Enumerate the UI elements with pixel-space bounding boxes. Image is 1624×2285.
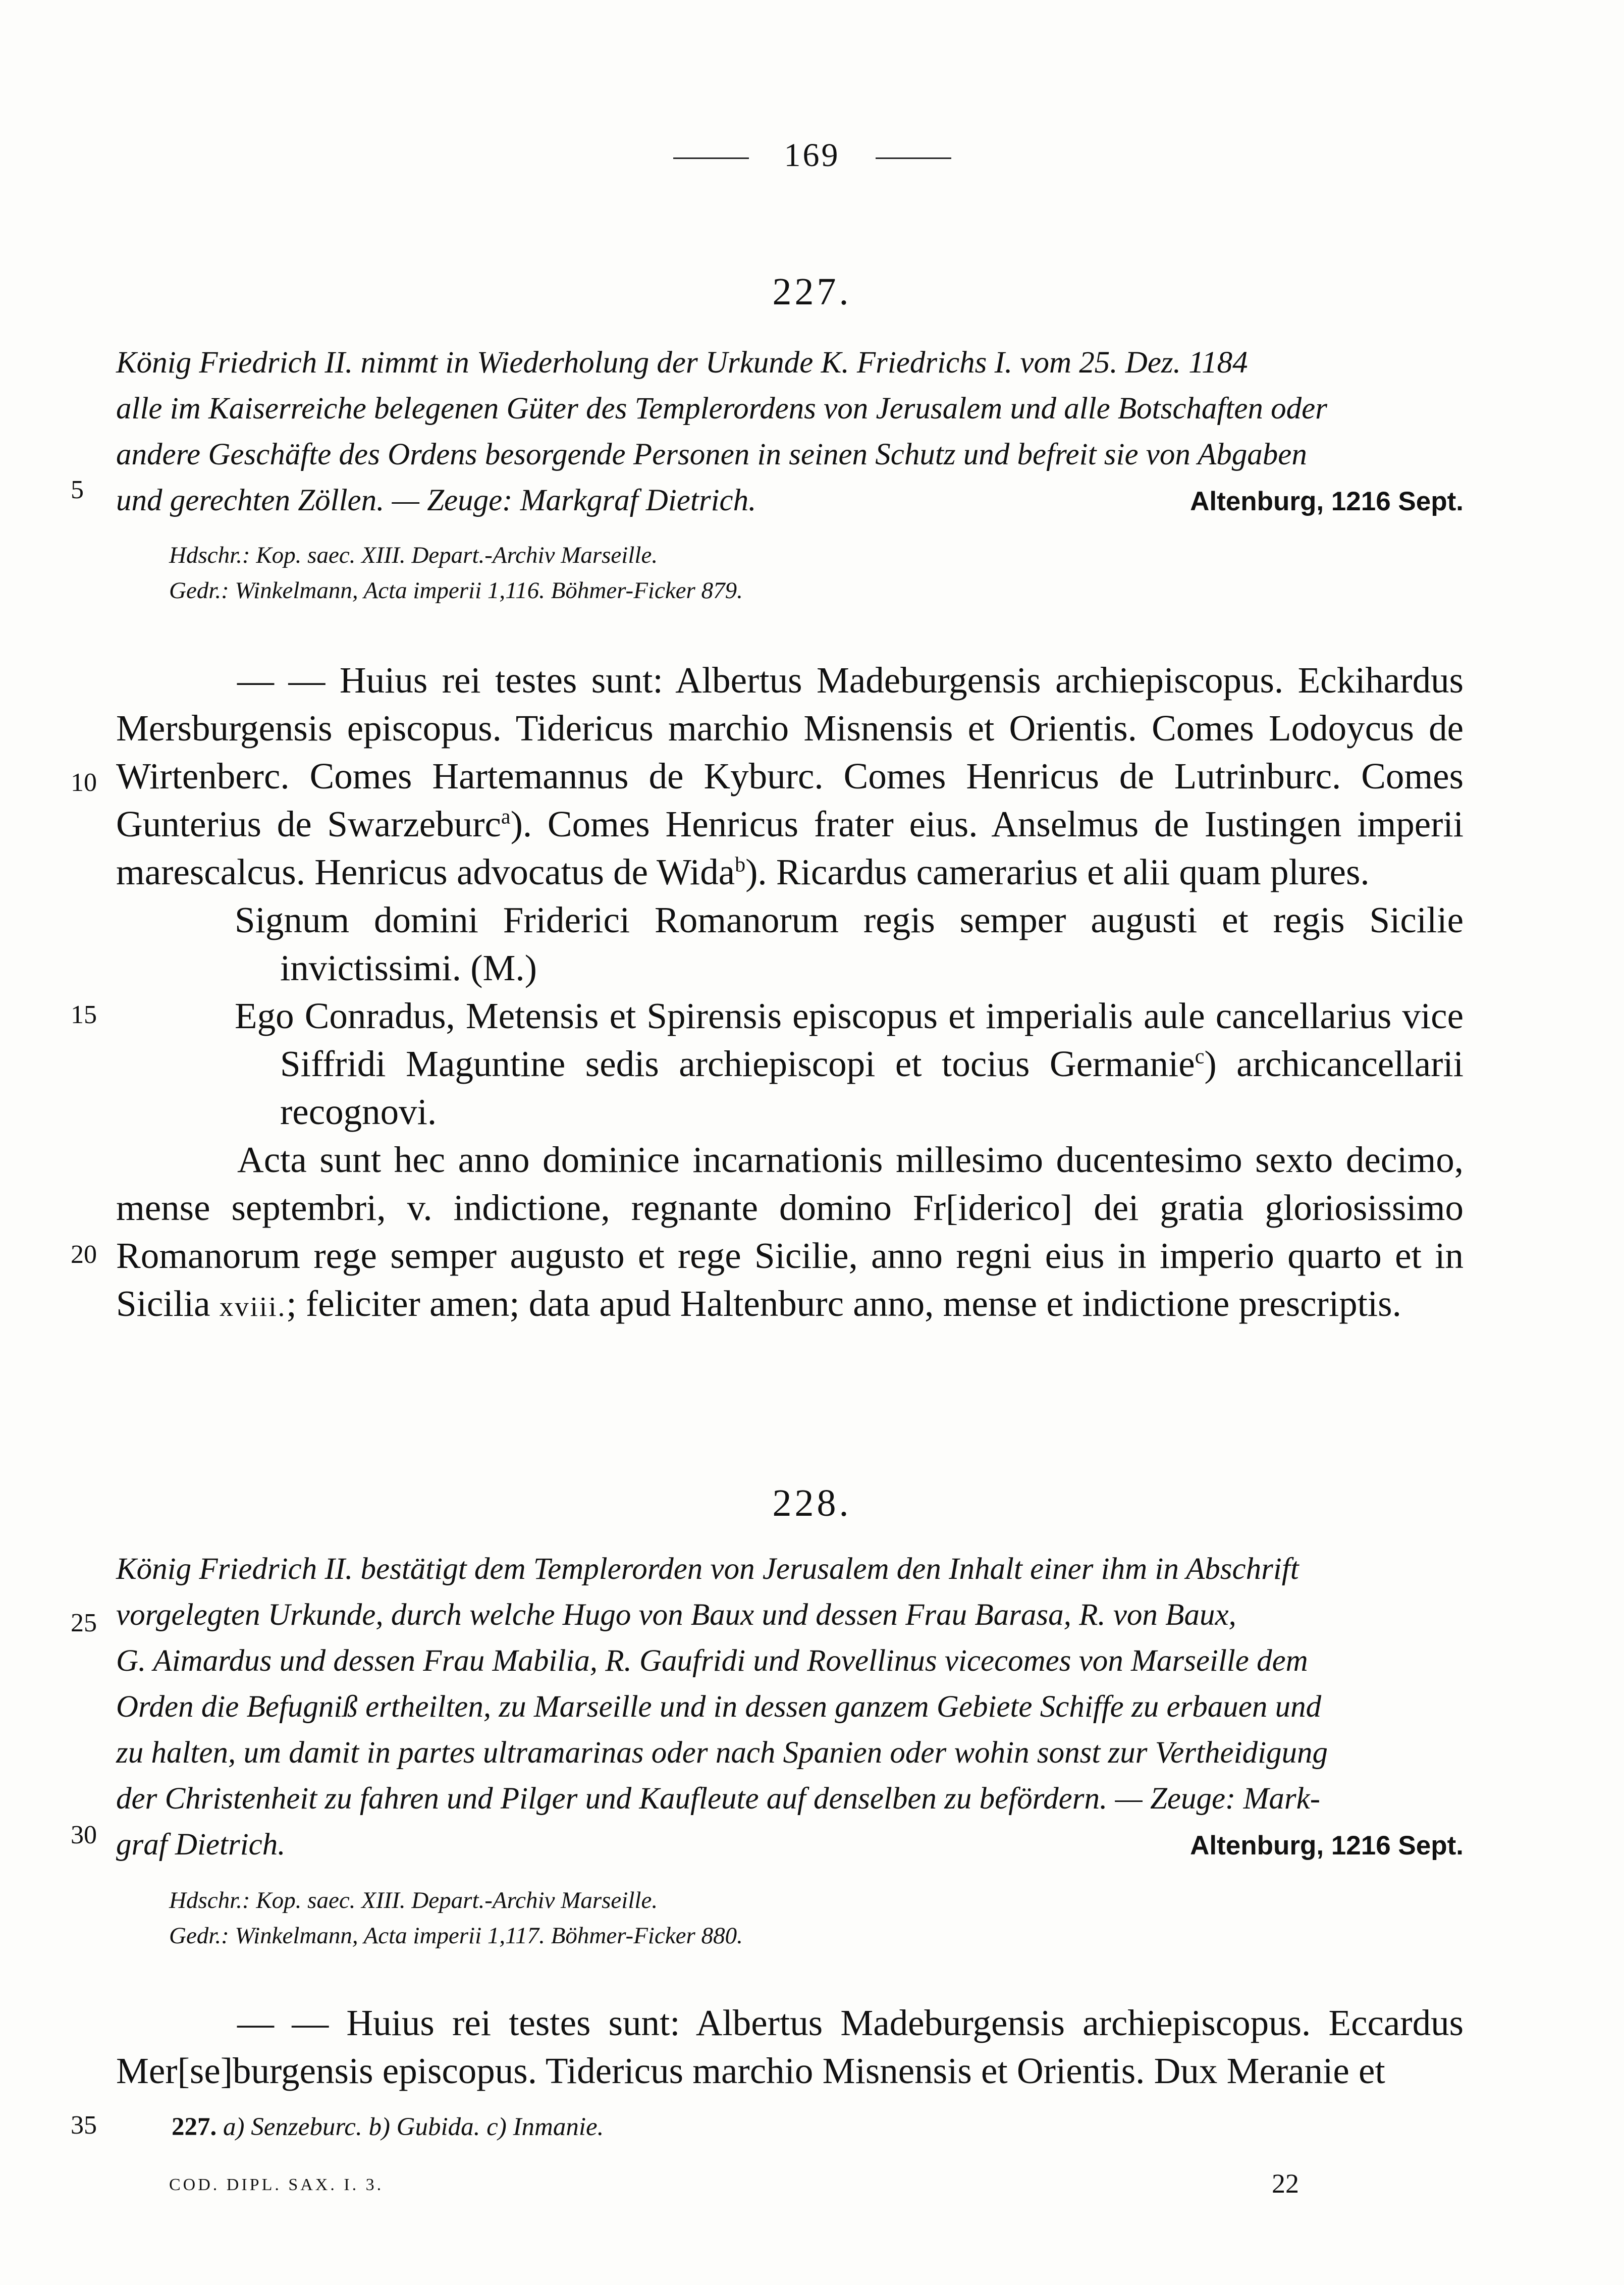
witness-paragraph: — — Huius rei testes sunt: Albertus Madeburgensis archiepiscopus. Eckihardus Mersburgensis episcopus. Tidericus marchio Misnensis et Orientis. Comes Lodoycus de Wirtenberc. Comes Hartemannus de Kyburc. Comes Henricus de Lutrinburc. Comes Gunterius de Swarzeburc$^a$). Comes Henricus frater eius. Anselmus de Iustingen imperii marescalcus. Henricus advocatus de Wida$^b$). Ricardus camerarius et alii quam plures. [116, 660, 1464, 892]
regest-line: König Friedrich II. bestätigt dem Templerorden von Jerusalem den Inhalt einer ihm in Abschrift [116, 1552, 1299, 1586]
footnote-ref-c: c [1195, 1045, 1205, 1069]
doc-227-regest [116, 340, 1464, 524]
print-source: Gedr.: Winkelmann, Acta imperii 1,117. Böhmer-Ficker 880. [169, 1923, 743, 1949]
line-number: 35 [71, 2111, 97, 2140]
regest-line: Orden die Befugniß ertheilten, zu Marseille und in dessen ganzem Gebiete Schiffe zu erbauen und [116, 1690, 1322, 1724]
doc-228-text [116, 1999, 1464, 2095]
line-number: 30 [71, 1821, 97, 1849]
line-number: 5 [71, 475, 84, 504]
rule-left [673, 157, 749, 159]
regest-line: alle im Kaiserreiche belegenen Güter des Templerordens von Jerusalem und alle Botschaften oder [116, 392, 1327, 426]
page-number: 169 [0, 136, 1624, 175]
regest-dateline [116, 477, 1464, 524]
regest-line: der Christenheit zu fahren und Pilger und Kaufleute auf denselben zu befördern. — Zeuge: Mark- [116, 1782, 1321, 1816]
regest-line: zu halten, um damit in partes ultramarinas oder nach Spanien oder wohin sonst zur Vertheidigung [116, 1736, 1328, 1770]
doc-227-text [116, 656, 1464, 1331]
doc-228-regest [116, 1546, 1464, 1869]
witness-paragraph: — — Huius rei testes sunt: Albertus Madeburgensis archiepiscopus. Eccardus Mer[se]burgensis episcopus. Tidericus marchio Misnensis et Orientis. Dux Meranie et [116, 2002, 1464, 2091]
regest-line: G. Aimardus und dessen Frau Mabilia, R. Gaufridi und Rovellinus vicecomes von Marseille dem [116, 1644, 1308, 1678]
line-number: 25 [71, 1609, 97, 1637]
line-number: 20 [71, 1240, 97, 1269]
footnote [172, 2112, 604, 2142]
signum-paragraph: Signum domini Friderici Romanorum regis semper augusti et regis Sicilie invictissimi. (M.) [235, 899, 1464, 988]
regest-line: andere Geschäfte des Ordens besorgende Personen in seinen Schutz und befreit sie von Abgaben [116, 438, 1307, 471]
footnote-doc: 227. [172, 2113, 217, 2141]
doc-228-sources [169, 1883, 1380, 1953]
doc-227-number: 227. [772, 271, 852, 313]
regest-line: graf Dietrich. [116, 1828, 286, 1862]
footnote-text: a) Senzeburc. b) Gubida. c) Inmanie. [223, 2113, 604, 2141]
signature-mark: COD. DIPL. SAX. I. 3. [169, 2175, 384, 2194]
manuscript-source: Hdschr.: Kop. saec. XIII. Depart.-Archiv Marseille. [169, 542, 658, 568]
rule-right [876, 157, 951, 159]
line-number: 10 [71, 768, 97, 797]
line-number: 15 [71, 1000, 97, 1029]
print-source: Gedr.: Winkelmann, Acta imperii 1,116. Böhmer-Ficker 879. [169, 577, 743, 604]
regest-dateline [116, 1822, 1464, 1869]
regest-line: vorgelegten Urkunde, durch welche Hugo von Baux und dessen Frau Barasa, R. von Baux, [116, 1598, 1236, 1632]
doc-227-sources [169, 538, 1380, 608]
footnote-ref-b: b [735, 853, 746, 877]
dating-paragraph: Acta sunt hec anno dominice incarnationis millesimo ducentesimo sexto decimo, mense septembri, v. indictione, regnante domino Fr[iderico] dei gratia gloriosissimo Romanorum rege semper augusto et rege Sicilie, anno regni eius in imperio quarto et in Sicilia xviii.; feliciter amen; data apud Haltenburc anno, mense et indictione prescriptis. [116, 1139, 1464, 1324]
sheet-number: 22 [1272, 2168, 1299, 2199]
footnote-ref-a: a [501, 805, 511, 829]
doc-228-number: 228. [772, 1482, 852, 1524]
place-date: Altenburg, 1216 Sept. [1190, 1831, 1464, 1861]
place-date: Altenburg, 1216 Sept. [1190, 487, 1464, 516]
manuscript-source: Hdschr.: Kop. saec. XIII. Depart.-Archiv Marseille. [169, 1887, 658, 1914]
regest-line: und gerechten Zöllen. — Zeuge: Markgraf Dietrich. [116, 484, 756, 517]
recognition-paragraph: Ego Conradus, Metensis et Spirensis episcopus et imperialis aule cancellarius vice Siffridi Maguntine sedis archiepiscopi et tocius Germanie$^c$) archicancellarii recognovi. [235, 995, 1464, 1132]
regest-line: König Friedrich II. nimmt in Wiederholung der Urkunde K. Friedrichs I. vom 25. Dez. 1184 [116, 346, 1248, 380]
